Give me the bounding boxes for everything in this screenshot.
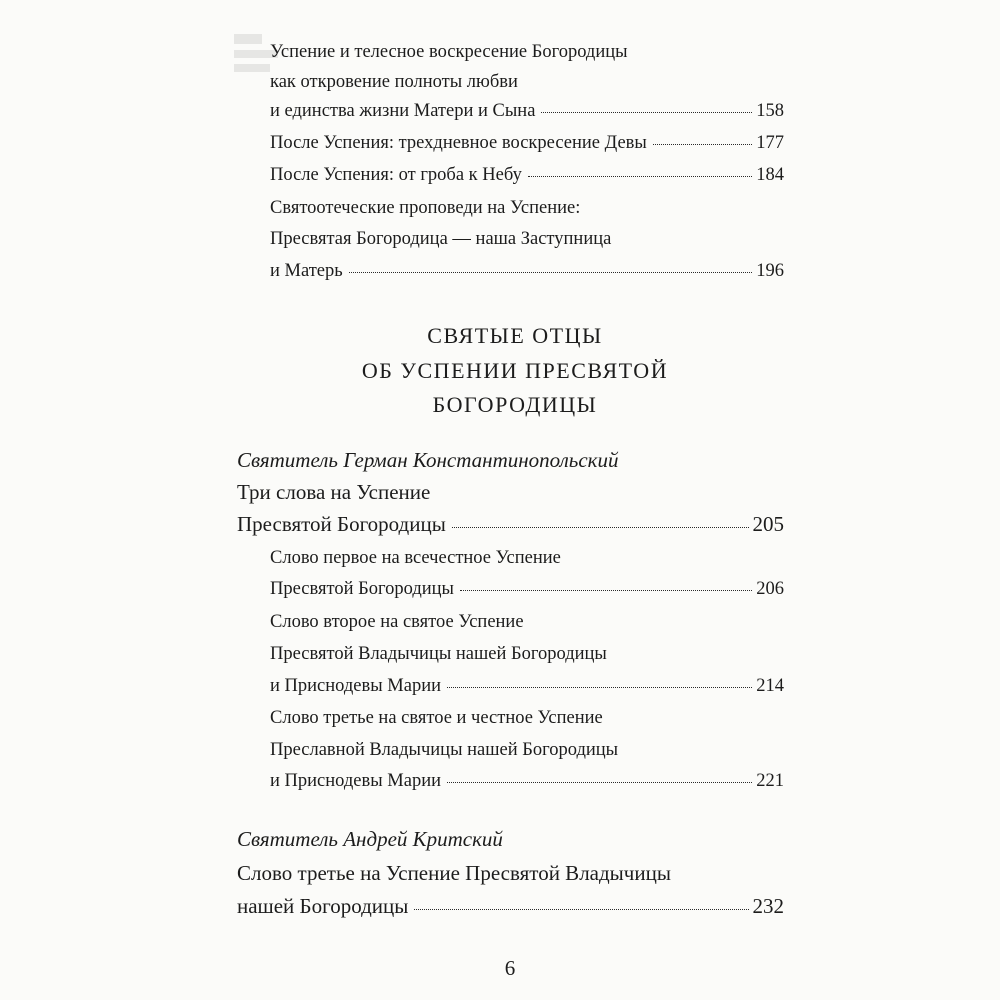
toc-entry-final-line	[237, 896, 784, 917]
dot-leader	[447, 687, 752, 688]
page-number: 221	[756, 771, 784, 791]
dot-leader	[541, 112, 752, 113]
page-number: 184	[756, 165, 784, 185]
toc-entry-line: Успение и телесное воскресение Богородицы	[270, 42, 628, 62]
toc-entry-line: Слово третье на святое и честное Успение	[270, 708, 603, 728]
dot-leader	[528, 176, 752, 177]
section-heading-line: БОГОРОДИЦЫ	[432, 392, 598, 417]
toc-entry-text: и единства жизни Матери и Сына	[270, 101, 536, 121]
toc-entry-text: После Успения: от гроба к Небу	[270, 165, 522, 185]
page-number: 177	[756, 133, 784, 153]
toc-entry-line: Преславной Владычицы нашей Богородицы	[270, 740, 619, 760]
toc-entry-line: Святоотеческие проповеди на Успение:	[270, 198, 581, 218]
toc-entry-line: Пресвятая Богородица — наша Заступница	[270, 229, 612, 249]
toc-entry	[270, 166, 784, 185]
section-heading-line: СВЯТЫЕ ОТЦЫ	[427, 323, 603, 348]
toc-entry-line: как откровение полноты любви	[270, 72, 518, 92]
toc-entry-final-line	[270, 580, 784, 599]
page-number: 158	[756, 101, 784, 121]
dot-leader	[447, 782, 752, 783]
toc-entry-line: Слово первое на всечестное Успение	[270, 548, 561, 568]
author-name: Святитель Герман Константинопольский	[237, 448, 619, 472]
toc-entry-text: нашей Богородицы	[237, 894, 409, 918]
toc-entry	[270, 134, 784, 153]
toc-entry-line: Три слова на Успение	[237, 480, 431, 504]
dot-leader	[460, 590, 752, 591]
page-number: 232	[752, 894, 784, 918]
toc-entry-line: Слово второе на святое Успение	[270, 612, 524, 632]
toc-entry-final-line	[270, 772, 784, 791]
page-number: 206	[756, 579, 784, 599]
dot-leader	[653, 144, 752, 145]
page-number: 205	[752, 512, 784, 536]
toc-entry-text: и Приснодевы Марии	[270, 771, 441, 791]
dot-leader	[414, 909, 748, 910]
page-folio-number: 6	[504, 956, 516, 980]
toc-entry-line: Пресвятой Владычицы нашей Богородицы	[270, 644, 607, 664]
toc-entry-line: Слово третье на Успение Пресвятой Владычицы	[237, 861, 671, 885]
toc-entry-text: и Приснодевы Марии	[270, 676, 441, 696]
section-heading-line: ОБ УСПЕНИИ ПРЕСВЯТОЙ	[361, 358, 669, 383]
dot-leader	[452, 527, 749, 528]
toc-entry-final-line	[270, 102, 784, 121]
page-number: 214	[756, 676, 784, 696]
author-name: Святитель Андрей Критский	[237, 827, 503, 851]
toc-entry-text: и Матерь	[270, 261, 343, 281]
dot-leader	[349, 272, 753, 273]
toc-entry-final-line	[270, 262, 784, 281]
page-number: 196	[756, 261, 784, 281]
toc-entry-text: Пресвятой Богородицы	[270, 579, 454, 599]
toc-entry-final-line	[270, 677, 784, 696]
toc-entry-text: Пресвятой Богородицы	[237, 512, 446, 536]
toc-entry-text: После Успения: трехдневное воскресение Девы	[270, 133, 647, 153]
toc-entry-final-line	[237, 514, 784, 535]
